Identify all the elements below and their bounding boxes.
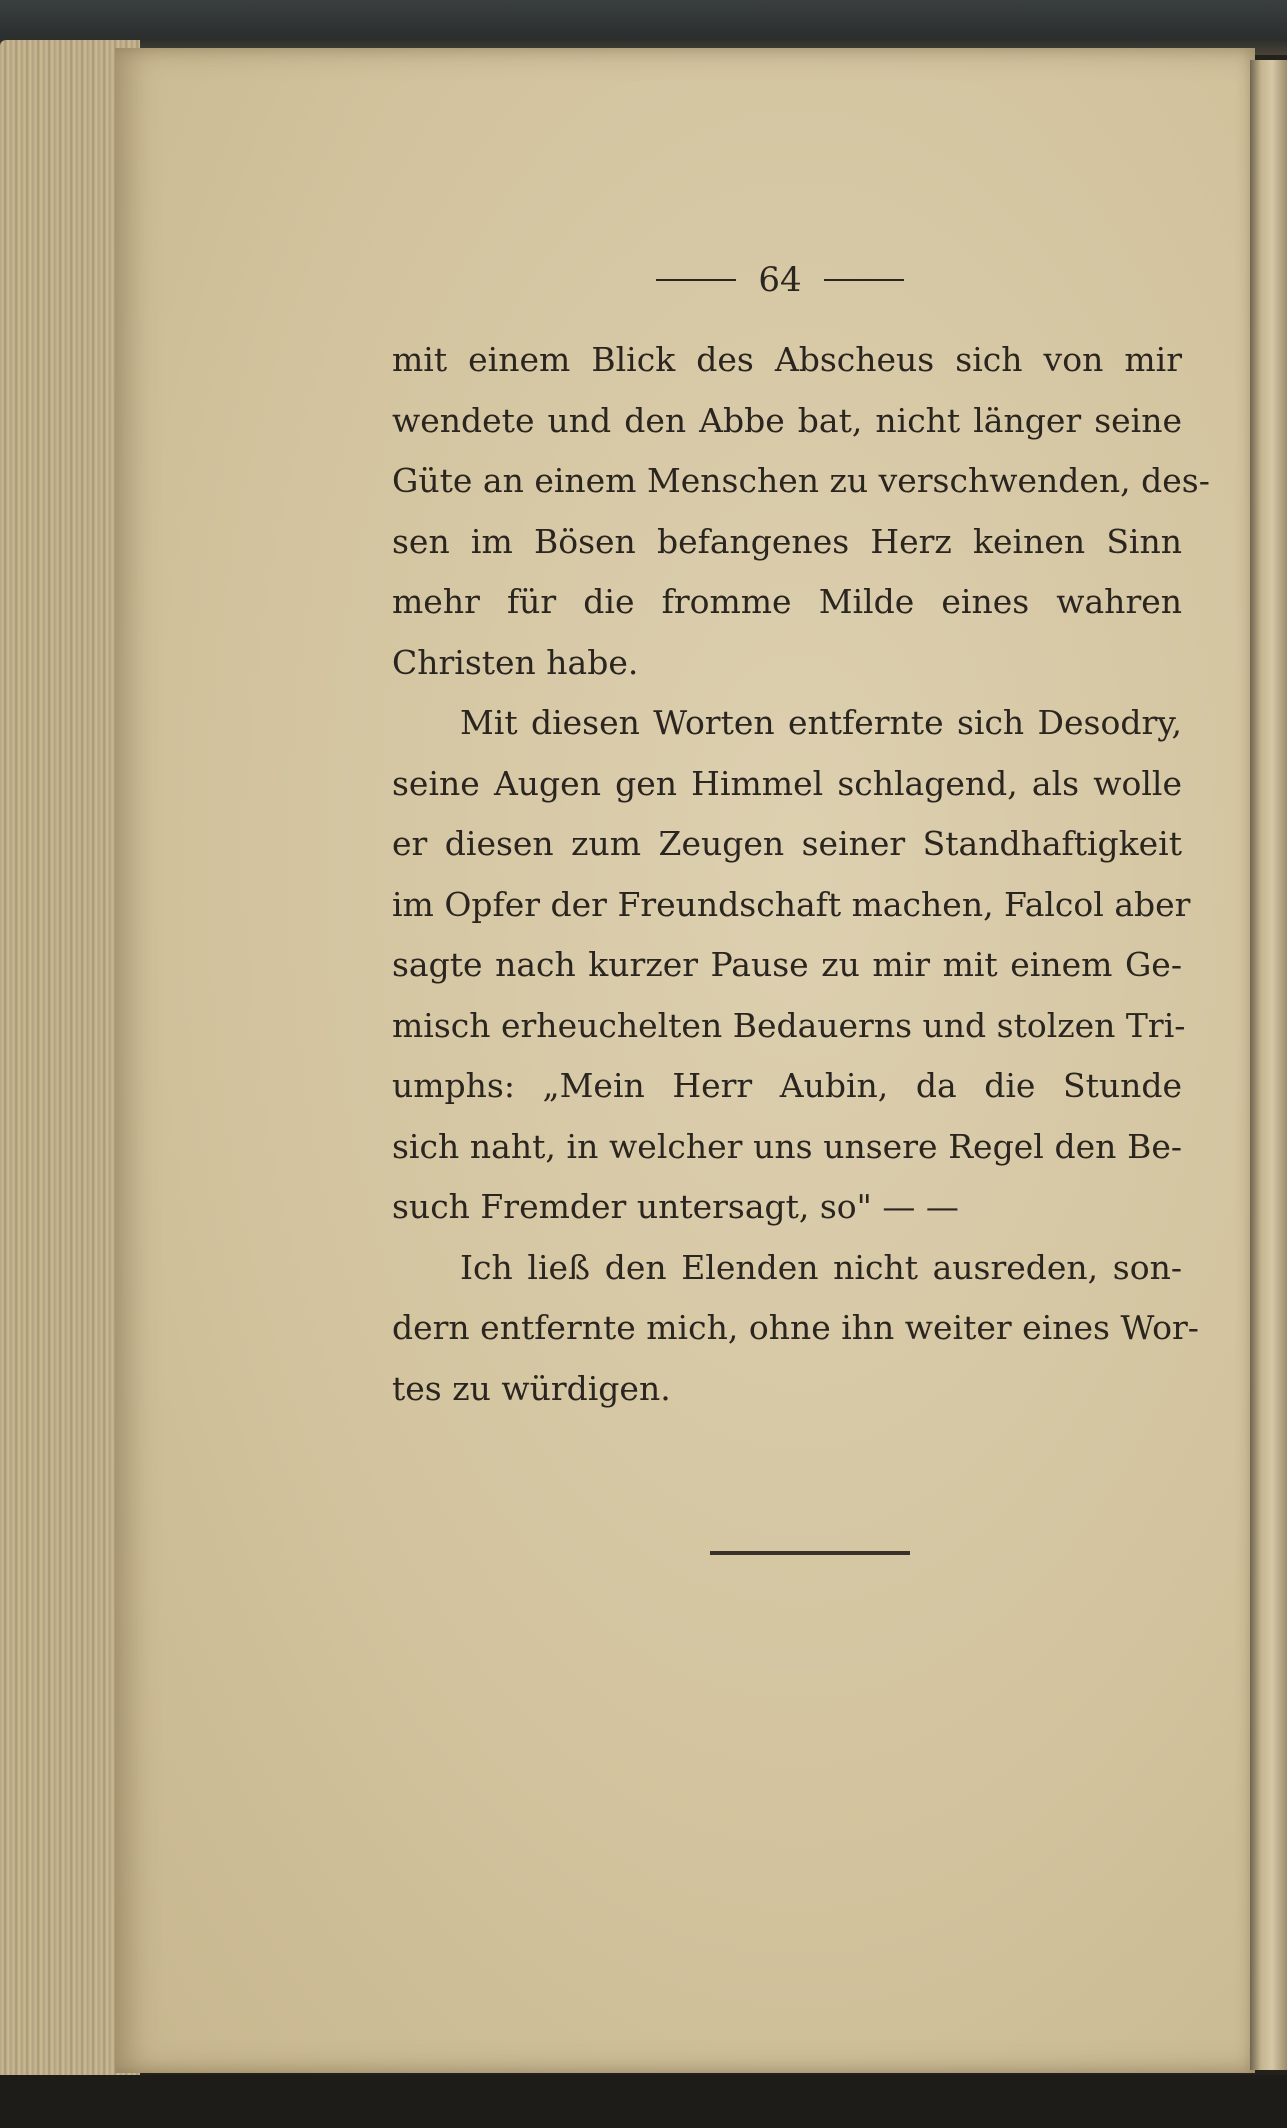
book-cover-top-edge [0,0,1287,55]
paragraph-3 [392,1238,1199,1420]
body-text [392,330,1210,1419]
text-line: umphs: „Mein Herr Aubin, da die Stunde [392,1066,1182,1105]
paragraph-1 [392,330,1210,693]
text-line: sagte nach kurzer Pause zu mir mit einem Ge- [392,945,1182,984]
text-line: wendete und den Abbe bat, nicht länger seine [392,400,1182,440]
page-right-edge [1250,60,1287,2070]
text-line: im Opfer der Freundschaft machen, Falcol aber [392,884,1191,924]
text-line: such Fremder untersagt, so" — — [392,1187,959,1226]
text-line: er diesen zum Zeugen seiner Standhaftigkeit [392,824,1182,863]
text-line: Christen habe. [392,642,639,682]
text-line: tes zu würdigen. [392,1368,671,1408]
text-line: mehr für die fromme Milde eines wahren [392,582,1182,621]
text-line: Güte an einem Menschen zu verschwenden, des- [392,461,1210,500]
text-line: dern entfernte mich, ohne ihn weiter eines Wor- [392,1308,1199,1347]
header-dash-left [656,279,736,281]
page-header [630,250,930,310]
page-number: 64 [758,260,802,300]
header-dash-right [824,279,904,281]
chapter-end-rule [710,1551,910,1555]
paragraph-2 [392,693,1191,1238]
text-line: sen im Bösen befangenes Herz keinen Sinn [392,521,1182,561]
book-cover-bottom-edge [0,2075,1287,2128]
text-line: Mit diesen Worten entfernte sich Desodry, [460,703,1182,742]
text-line: Ich ließ den Elenden nicht ausreden, son- [460,1247,1182,1287]
text-line: mit einem Blick des Abscheus sich von mir [392,340,1182,379]
text-line: misch erheuchelten Bedauerns und stolzen Tri- [392,1005,1186,1045]
text-line: seine Augen gen Himmel schlagend, als wolle [392,763,1182,803]
text-line: sich naht, in welcher uns unsere Regel den Be- [392,1126,1182,1166]
